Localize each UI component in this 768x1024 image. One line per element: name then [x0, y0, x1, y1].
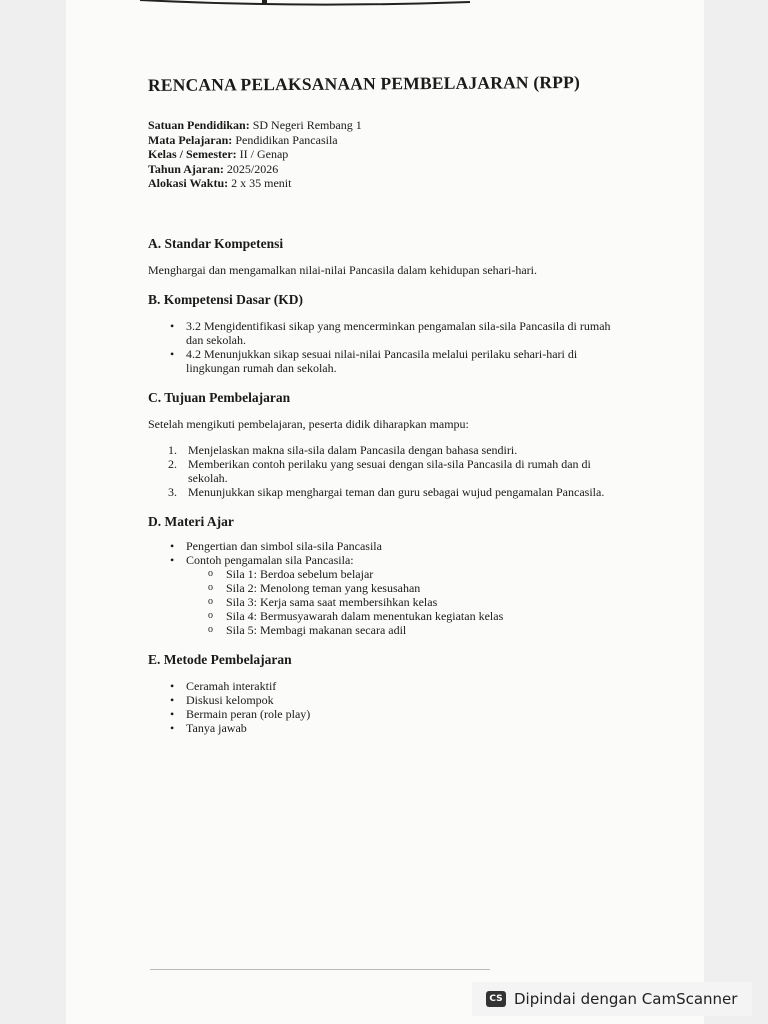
section-c-heading: C. Tujuan Pembelajaran — [148, 389, 291, 405]
list-item: 1. Menjelaskan makna sila-sila dalam Pancasila dengan bahasa sendiri. — [168, 442, 518, 457]
sub-list-item: o Sila 2: Menolong teman yang kesusahan — [148, 581, 618, 595]
list-item: • 3.2 Mengidentifikasi sikap yang mencerminkan pengamalan sila-sila Pancasila di rumah dan sekolah. — [148, 319, 618, 347]
objective-list — [148, 443, 618, 499]
section-d-heading: D. Materi Ajar — [148, 513, 234, 529]
list-item: • Bermain peran (role play) — [148, 707, 618, 721]
camscanner-logo-icon: CS — [486, 991, 506, 1007]
list-item: • Tanya jawab — [148, 721, 618, 735]
list-item: • 4.2 Menunjukkan sikap sesuai nilai-nilai Pancasila melalui perilaku sehari-hari di lingkungan rumah dan sekolah. — [148, 347, 618, 375]
meta-row: Alokasi Waktu: 2 x 35 menit — [148, 176, 292, 190]
watermark-text: Dipindai dengan CamScanner — [514, 990, 738, 1008]
method-list — [148, 679, 618, 735]
list-item: 2. Memberikan contoh perilaku yang sesuai dengan sila-sila Pancasila di rumah dan di sekolah. — [168, 456, 591, 485]
list-item: 3. Menunjukkan sikap menghargai teman dan guru sebagai wujud pengamalan Pancasila. — [168, 484, 605, 499]
section-a-text: Menghargai dan mengamalkan nilai-nilai Pancasila dalam kehidupan sehari-hari. — [148, 262, 537, 277]
sub-list-item: o Sila 4: Bermusyawarah dalam menentukan kegiatan kelas — [148, 609, 618, 623]
page-top-edge — [0, 0, 768, 10]
meta-row: Tahun Ajaran: 2025/2026 — [148, 161, 279, 176]
identity-block — [148, 118, 618, 191]
page-bottom-rule — [150, 969, 490, 970]
section-a-heading: A. Standar Kompetensi — [148, 235, 284, 251]
list-item: • Pengertian dan simbol sila-sila Pancasila — [148, 539, 618, 553]
camscanner-watermark — [472, 982, 752, 1016]
sub-list-item: o Sila 5: Membagi makanan secara adil — [148, 623, 618, 637]
rpp-document — [147, 71, 618, 735]
section-c-intro: Setelah mengikuti pembelajaran, peserta didik diharapkan mampu: — [148, 416, 469, 431]
meta-row: Satuan Pendidikan: SD Negeri Rembang 1 — [148, 118, 362, 132]
list-item: • Contoh pengamalan sila Pancasila: — [148, 553, 618, 567]
meta-row: Kelas / Semester: II / Genap — [148, 147, 289, 161]
list-item: • Ceramah interaktif — [148, 679, 618, 693]
section-e-heading: E. Metode Pembelajaran — [148, 651, 292, 667]
section-b-heading: B. Kompetensi Dasar (KD) — [148, 291, 303, 307]
list-item: • Diskusi kelompok — [148, 693, 618, 707]
material-list — [148, 539, 618, 637]
document-title: RENCANA PELAKSANAAN PEMBELAJARAN (RPP) — [147, 71, 581, 95]
kd-list — [148, 319, 618, 375]
sub-list-item: o Sila 1: Berdoa sebelum belajar — [148, 567, 618, 581]
sub-list-item: o Sila 3: Kerja sama saat membersihkan kelas — [148, 595, 618, 609]
meta-row: Mata Pelajaran: Pendidikan Pancasila — [148, 132, 338, 147]
